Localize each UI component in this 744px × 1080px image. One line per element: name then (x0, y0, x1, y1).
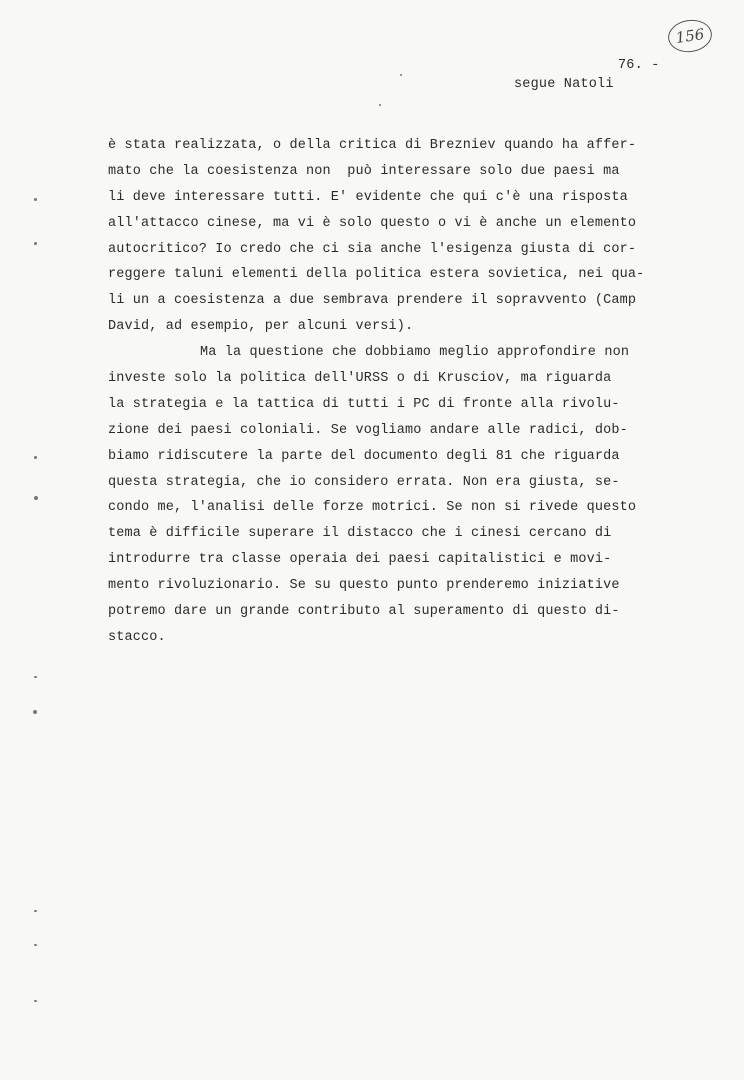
text-line: potremo dare un grande contributo al superamento di questo di- (108, 604, 620, 620)
continuation-note: segue Natoli (514, 77, 614, 92)
text-line: reggere taluni elementi della politica estera sovietica, nei qua- (108, 267, 645, 283)
text-line: biamo ridiscutere la parte del documento degli 81 che riguarda (108, 448, 620, 464)
body-text (108, 133, 708, 651)
text-line: mento rivoluzionario. Se su questo punto prenderemo iniziative (108, 578, 620, 594)
scan-speck (34, 456, 37, 459)
text-line: tema è difficile superare il distacco che i cinesi cercano di (108, 526, 612, 542)
scan-speck (34, 242, 37, 245)
scan-speck (34, 676, 37, 678)
text-line: mato che la coesistenza non può interessare solo due paesi ma (108, 163, 620, 179)
page-stamp: 156 (666, 17, 714, 55)
text-line: li un a coesistenza a due sembrava prendere il sopravvento (Camp (108, 293, 637, 309)
scan-speck (400, 74, 402, 76)
text-line: condo me, l'analisi delle forze motrici. Se non si rivede questo (108, 500, 637, 516)
text-line: introdurre tra classe operaia dei paesi capitalistici e movi- (108, 552, 612, 568)
text-line: all'attacco cinese, ma vi è solo questo o vi è anche un elemento (108, 215, 637, 231)
scan-speck (34, 944, 37, 946)
text-line: stacco. (108, 629, 166, 645)
page-number: 76. - (618, 58, 660, 73)
text-line: la strategia e la tattica di tutti i PC di fronte alla rivolu- (108, 396, 620, 412)
scan-speck (34, 198, 37, 201)
text-line: David, ad esempio, per alcuni versi). (108, 319, 414, 335)
text-line: autocritico? Io credo che ci sia anche l'esigenza giusta di cor- (108, 241, 637, 257)
text-line: li deve interessare tutti. E' evidente che qui c'è una risposta (108, 189, 628, 205)
scan-speck (34, 496, 38, 500)
scan-speck (33, 710, 37, 714)
scan-speck (34, 1000, 37, 1002)
scan-speck (379, 104, 381, 106)
text-line: Ma la questione che dobbiamo meglio approfondire non (200, 345, 630, 361)
scan-speck (34, 910, 37, 912)
text-line: zione dei paesi coloniali. Se vogliamo andare alle radici, dob- (108, 422, 628, 438)
text-line: è stata realizzata, o della critica di Brezniev quando ha affer- (108, 138, 637, 153)
text-line: investe solo la politica dell'URSS o di Krusciov, ma riguarda (108, 371, 612, 387)
text-line: questa strategia, che io considero errata. Non era giusta, se- (108, 474, 620, 490)
